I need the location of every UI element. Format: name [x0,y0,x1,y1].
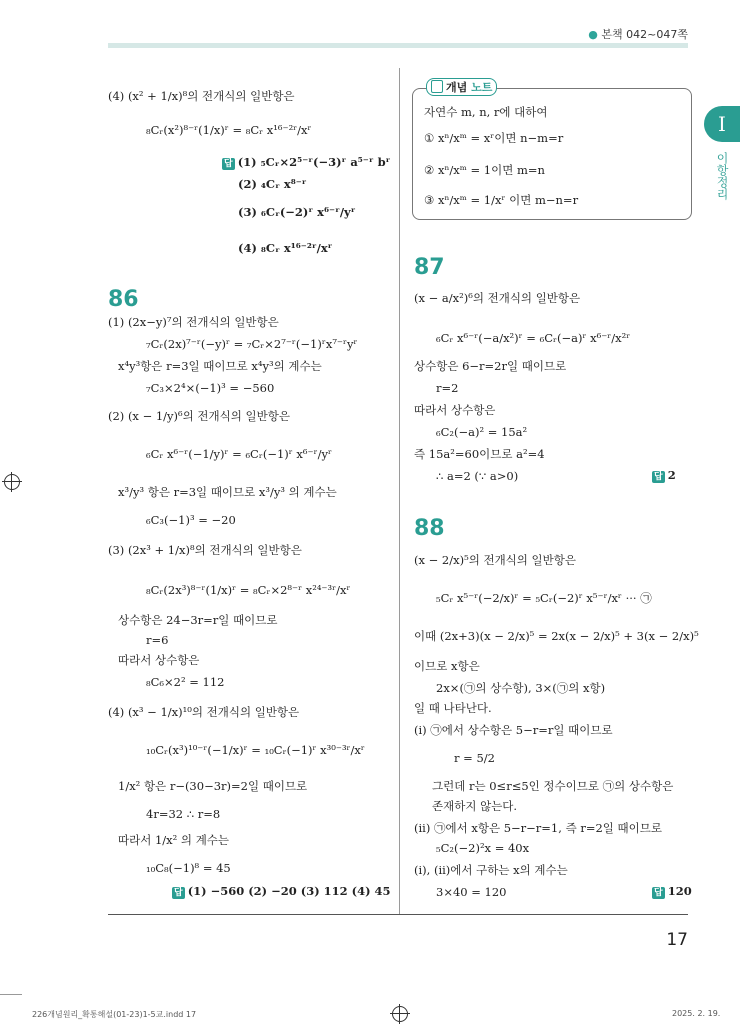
line: (4) (x³ − 1/x)¹⁰의 전개식의 일반항은 [108,705,300,719]
note-line: ① xⁿ/xᵐ = xʳ이면 n−m=r [424,131,564,145]
column-divider [399,68,400,914]
formula: ₈C₆×2² = 112 [146,675,225,689]
line: 그런데 r는 0≤r≤5인 정수이므로 ㉠의 상수항은 [432,779,674,793]
problem-number: 88 [414,516,445,541]
header-bar [108,43,688,48]
line: (4) (x² + 1/x)⁸의 전개식의 일반항은 [108,89,295,103]
line: 존재하지 않는다. [432,799,518,813]
concept-note-title: 개념 노트 [426,78,497,96]
answer-badge: 답 [224,159,233,169]
formula: r=6 [146,633,169,647]
formula: ₅C₂(−2)²x = 40x [436,841,530,855]
line: 일 때 나타난다. [414,701,492,715]
line: 이때 (2x+3)(x − 2/x)⁵ = 2x(x − 2/x)⁵ + 3(x − 2/x)⁵ [414,629,699,643]
line: 1/x² 항은 r−(30−3r)=2일 때이므로 [118,779,308,793]
note-icon [431,80,443,93]
formula: ₈Cᵣ(x²)⁸⁻ʳ(1/x)ʳ = ₈Cᵣ x¹⁶⁻²ʳ/xʳ [146,123,312,137]
line: (3) (2x³ + 1/x)⁸의 전개식의 일반항은 [108,543,302,557]
line: 따라서 상수항은 [118,653,200,667]
answer-line [652,468,676,483]
line: 즉 15a²=60이므로 a²=4 [414,447,545,461]
answer-line [172,884,391,899]
registration-mark-icon [392,1006,408,1022]
problem-number: 86 [108,287,139,312]
answer-text: 2 [667,468,676,482]
formula: ₆C₂(−a)² = 15a² [436,425,528,439]
note-line: ③ xⁿ/xᵐ = 1/xʳ 이면 m−n=r [424,193,579,207]
formula: ₁₀Cᵣ(x³)¹⁰⁻ʳ(−1/x)ʳ = ₁₀Cᵣ(−1)ʳ x³⁰⁻³ʳ/xʳ [146,743,365,757]
formula: 3×40 = 120 [436,885,507,899]
formula: 4r=32 ∴ r=8 [146,807,221,821]
page-reference: ● 본책 042~047쪽 [588,28,688,41]
note-line: 자연수 m, n, r에 대하여 [424,105,548,119]
bottom-rule [108,914,688,915]
chapter-tab-label: 이항정리 [715,152,729,200]
line: 이므로 x항은 [414,659,480,673]
line: x⁴y³항은 r=3일 때이므로 x⁴y³의 계수는 [118,359,322,373]
line: (2) (x − 1/y)⁶의 전개식의 일반항은 [108,409,290,423]
line: (x − 2/x)⁵의 전개식의 일반항은 [414,553,576,567]
answer-text: 120 [667,884,692,898]
formula: ₇C₃×2⁴×(−1)³ = −560 [146,381,275,395]
answer-text: (1) −560 (2) −20 (3) 112 (4) 45 [187,884,391,898]
answer-badge: 답 [654,472,663,482]
line: (x − a/x²)⁶의 전개식의 일반항은 [414,291,581,305]
formula: ∴ a=2 (∵ a>0) [436,469,519,483]
answer-line [652,884,692,899]
footer-date: 2025. 2. 19. [672,1009,721,1018]
line: x³/y³ 항은 r=3일 때이므로 x³/y³ 의 계수는 [118,485,337,499]
formula: ₁₀C₈(−1)⁸ = 45 [146,861,231,875]
registration-mark-icon [4,474,20,490]
line: 따라서 상수항은 [414,403,496,417]
note-line: ② xⁿ/xᵐ = 1이면 m=n [424,163,545,177]
line: 상수항은 6−r=2r일 때이므로 [414,359,567,373]
line: (ii) ㉠에서 x항은 5−r−r=1, 즉 r=2일 때이므로 [414,821,662,835]
line: (i) ㉠에서 상수항은 5−r=r일 때이므로 [414,723,613,737]
page-number: 17 [666,930,688,950]
formula: ₈Cᵣ(2x³)⁸⁻ʳ(1/x)ʳ = ₈Cᵣ×2⁸⁻ʳ x²⁴⁻³ʳ/xʳ [146,583,351,597]
answer-badge: 답 [174,888,183,898]
answer-badge: 답 [654,888,663,898]
formula: ₇Cᵣ(2x)⁷⁻ʳ(−y)ʳ = ₇Cᵣ×2⁷⁻ʳ(−1)ʳx⁷⁻ʳyʳ [146,337,358,351]
problem-number: 87 [414,255,445,280]
line: (1) (2x−y)⁷의 전개식의 일반항은 [108,315,279,329]
answer-text: (1) ₅Cᵣ×2⁵⁻ʳ(−3)ʳ a⁵⁻ʳ bʳ [237,155,391,169]
chapter-tab: I [704,106,740,142]
formula: r = 5/2 [454,751,495,765]
crop-mark [0,994,22,995]
formula: ₅Cᵣ x⁵⁻ʳ(−2/x)ʳ = ₅Cᵣ(−2)ʳ x⁵⁻ʳ/xʳ ··· ㉠ [436,591,652,605]
formula: r=2 [436,381,459,395]
answer-text: (2) ₄Cᵣ x⁸⁻ʳ [238,177,307,191]
formula: ₆Cᵣ x⁶⁻ʳ(−1/y)ʳ = ₆Cᵣ(−1)ʳ x⁶⁻ʳ/yʳ [146,447,332,461]
answer-text: (3) ₆Cᵣ(−2)ʳ x⁶⁻ʳ/yʳ [238,205,356,219]
answer-line [222,154,390,170]
line: 상수항은 24−3r=r일 때이므로 [118,613,278,627]
formula: ₆Cᵣ x⁶⁻ʳ(−a/x²)ʳ = ₆Cᵣ(−a)ʳ x⁶⁻ʳ/x²ʳ [436,331,631,345]
formula: ₆C₃(−1)³ = −20 [146,513,236,527]
footer-file: 226개념원리_확통해설(01-23)1-5교.indd 17 [32,1010,197,1019]
formula: 2x×(㉠의 상수항), 3×(㉠의 x항) [436,681,606,695]
line: 따라서 1/x² 의 계수는 [118,833,230,847]
line: (i), (ii)에서 구하는 x의 계수는 [414,863,568,877]
answer-text: (4) ₈Cᵣ x¹⁶⁻²ʳ/xʳ [238,241,333,255]
